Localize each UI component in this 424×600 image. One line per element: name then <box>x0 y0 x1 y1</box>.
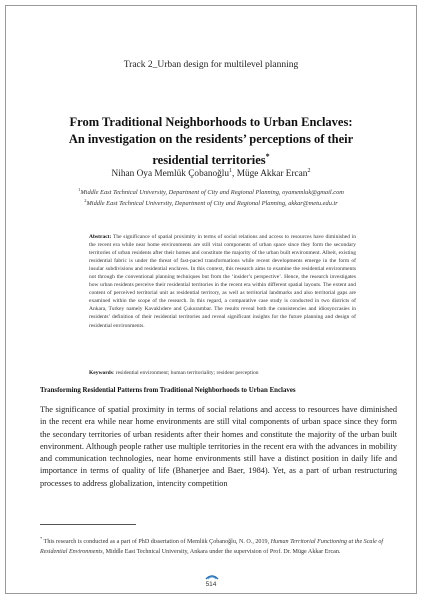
track-header: Track 2_Urban design for multilevel planning <box>123 60 299 70</box>
affiliation-2-marker: 2 <box>84 198 87 204</box>
author-1-affiliation: 1 <box>229 168 233 174</box>
keywords <box>89 370 356 376</box>
abstract <box>89 233 356 330</box>
author-1: Nihan Oya Memlük Çobanoğlu <box>111 169 230 180</box>
title-line-3 <box>26 148 396 169</box>
footnote-thesis-title: Human Territorial Functioning at the Scale of Residential Environments, <box>40 539 384 555</box>
affiliation-1-marker: 1 <box>78 187 81 192</box>
title-line-1: From Traditional Neighborhoods to Urban Enclaves: <box>69 115 353 129</box>
affiliation-1 <box>6 186 416 197</box>
title-line-3-text: residential territories <box>152 153 266 168</box>
footnote-text-1: This research is conducted as a part of PhD dissertation of Memlük Çobanoğlu, N. O., 2019, <box>42 539 271 546</box>
affiliations <box>6 186 416 209</box>
author-list <box>6 168 416 179</box>
paper-title <box>26 114 396 169</box>
affiliation-1-text: Middle East Technical University, Department of City and Regional Planning, oyamemluk@gmail.com <box>80 189 344 197</box>
section-heading: Transforming Residential Patterns from Traditional Neighborhoods to Urban Enclaves <box>40 387 296 394</box>
conference-logo-icon <box>205 574 219 580</box>
keywords-label: Keywords <box>89 370 113 376</box>
affiliation-2-text: Middle East Technical University, Department of City and Regional Planning, akkar@metu.edu.tr <box>86 200 338 208</box>
affiliation-2 <box>6 197 416 208</box>
author-separator: , <box>232 169 237 180</box>
body-paragraph: The significance of spatial proximity in terms of social relations and access to resources have diminished in the recent era while near home environments are still vital components of urban space since they form the secondary territories of urban residents after their homes and constitute the majority of the urban built environment. Although people rather use multiple territories in the recent era with the advances in mobility and communication technologies, near home environments still have a distinct position in daily life and importance in terms of quality of life (Bhanerjee and Baer, 1984). Yet, as a part of urban restructuring processes to address globalization, intencity competition <box>40 405 397 488</box>
abstract-text: The significance of spatial proximity in terms of social relations and access to resources have diminished in the recent era while near home environments are still vital components of urban space since they form the secondary territories of urban residents after their homes and constitute the majority of the urban built environment. Albeit, existing residential fabric is under the threat of fast-paced transformations while recent developments emerge in the form of insular subdivisions and residential enclaves. In this context, this research aims to examine the residential environments not through the conventional planning techniques but from the ‘insider’s perspective’. Hence, the research investigates how urban residents perceive their residential territories in the recent era within different spatial layouts. The extent and content of perceived territorial unit as residential territory, as well as territorial landmarks and also territorial gaps are examined within the scope of the research. In this regard, a comparative case study is conducted in two districts of Ankara, Turkey namely Kavaklıdere and Çukurambar. The results reveal both the consistencies and idiosyncrasies in residents’ definition of their residential territories and reveal significant insights for the future planning and design of residential environments. <box>89 234 356 329</box>
footnote-marker: * <box>40 536 43 541</box>
paper-page <box>5 5 417 594</box>
keywords-text: : residential environment; human territoriality; resident perception <box>112 370 259 376</box>
footnote-text-2: Middle East Technical University, Ankara under the supervision of Prof. Dr. Müge Akkar Ercan. <box>104 548 341 555</box>
title-footnote-marker: * <box>265 152 270 161</box>
title-line-2: An investigation on the residents’ perceptions of their <box>68 132 354 146</box>
footnote <box>40 534 385 557</box>
page-number: 514 <box>205 581 217 588</box>
abstract-label: Abstract: <box>89 234 112 240</box>
author-2-affiliation: 2 <box>307 168 311 174</box>
footnote-divider <box>40 524 136 525</box>
author-2: Müge Akkar Ercan <box>236 169 308 180</box>
